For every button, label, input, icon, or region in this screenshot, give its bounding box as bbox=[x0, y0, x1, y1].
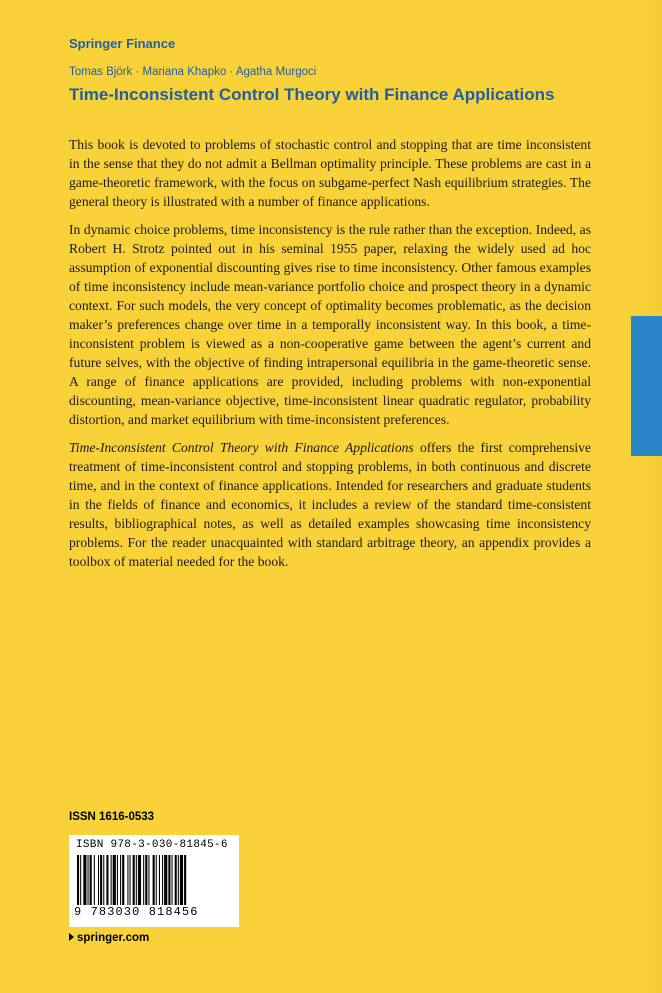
cover-edge bbox=[632, 0, 662, 993]
barcode-stripe bbox=[117, 855, 118, 905]
blue-side-tab bbox=[631, 316, 662, 456]
barcode-bars bbox=[77, 855, 231, 905]
barcode-stripe bbox=[159, 855, 160, 905]
barcode-stripe bbox=[120, 855, 121, 905]
barcode-stripe bbox=[106, 855, 108, 905]
barcode-stripe bbox=[127, 855, 128, 905]
barcode-stripe bbox=[184, 855, 186, 905]
barcode-stripe bbox=[80, 855, 81, 905]
barcode-stripe bbox=[122, 855, 124, 905]
barcode-stripe bbox=[162, 855, 163, 905]
paragraph-3-title: Time-Inconsistent Control Theory with Finance Applications bbox=[69, 440, 414, 455]
barcode-stripe bbox=[145, 855, 147, 905]
barcode-stripe bbox=[164, 855, 167, 905]
isbn-label: ISBN 978-3-030-81845-6 bbox=[76, 839, 228, 851]
barcode-stripe bbox=[138, 855, 141, 905]
barcode-stripe bbox=[94, 855, 95, 905]
barcode-stripe bbox=[153, 855, 155, 905]
barcode-stripe bbox=[133, 855, 135, 905]
barcode-stripe bbox=[156, 855, 157, 905]
paragraph-1: This book is devoted to problems of stochastic control and stopping that are time inconsistent in the sense that they do not admit a Bellman optimality principle. These problems are cast in a game-theoretic framework, with the focus on subgame-perfect Nash equilibrium strategies. The general theory is illustrated with a number of finance applications. bbox=[69, 137, 591, 209]
barcode-stripe bbox=[103, 855, 104, 905]
website-link[interactable] bbox=[69, 932, 149, 944]
barcode-stripe bbox=[77, 855, 79, 905]
barcode-stripe bbox=[172, 855, 173, 905]
barcode-stripe bbox=[143, 855, 144, 905]
barcode-stripe bbox=[148, 855, 149, 905]
barcode-stripe bbox=[180, 855, 183, 905]
barcode-stripe bbox=[113, 855, 116, 905]
barcode-stripe bbox=[111, 855, 112, 905]
book-title: Time-Inconsistent Control Theory with Finance Applications bbox=[69, 85, 555, 104]
barcode-digits: 9 783030 818456 bbox=[74, 905, 199, 919]
issn: ISSN 1616-0533 bbox=[69, 811, 155, 823]
barcode-stripe bbox=[130, 855, 131, 905]
authors: Tomas Björk · Mariana Khapko · Agatha Murgoci bbox=[69, 66, 317, 78]
barcode-stripe bbox=[178, 855, 179, 905]
barcode-stripe bbox=[88, 855, 89, 905]
barcode-stripe bbox=[136, 855, 137, 905]
paragraph-3-text: offers the first comprehensive treatment of time-inconsistent control and stopping problems, in both continuous and discrete time, and in the context of finance applications. Intended for researchers and graduate students in the fields of finance and economics, it includes a review of the standard time-consistent results, bibliographical notes, as well as detailed examples showcasing time inconsistency problems. For the reader unacquainted with standard arbitrage theory, an appendix provides a toolbox of material needed for the book. bbox=[69, 440, 591, 569]
barcode-stripe bbox=[168, 855, 170, 905]
arrow-icon bbox=[69, 933, 74, 941]
paragraph-3 bbox=[69, 438, 591, 571]
barcode-stripe bbox=[100, 855, 102, 905]
barcode-stripe bbox=[98, 855, 99, 905]
barcode bbox=[69, 835, 239, 927]
website-text: springer.com bbox=[77, 932, 150, 944]
barcode-stripe bbox=[90, 855, 92, 905]
barcode-stripe bbox=[83, 855, 86, 905]
paragraph-2: In dynamic choice problems, time inconsistency is the rule rather than the exception. Indeed, as Robert H. Strotz pointed out in his seminal 1955 paper, relaxing the widely used ad hoc assumption of exponential discounting gives rise to time inconsistency. Other famous examples of time inconsistency include mean-variance portfolio choice and prospect theory in a dynamic context. For such models, the very concept of optimality becomes problematic, as the decision maker’s preferences change over time in a temporally inconsistent way. In this book, a time-inconsistent problem is viewed as a non-cooperative game between the agent’s current and future selves, with the objective of finding intrapersonal equilibria in the game-theoretic sense. A range of finance applications are provided, including problems with non-exponential discounting, mean-variance objective, time-inconsistent linear quadratic regulator, probability distortion, and market equilibrium with time-inconsistent preferences. bbox=[69, 222, 591, 427]
blurb bbox=[69, 135, 591, 580]
series-name: Springer Finance bbox=[69, 36, 176, 51]
barcode-stripe bbox=[175, 855, 177, 905]
